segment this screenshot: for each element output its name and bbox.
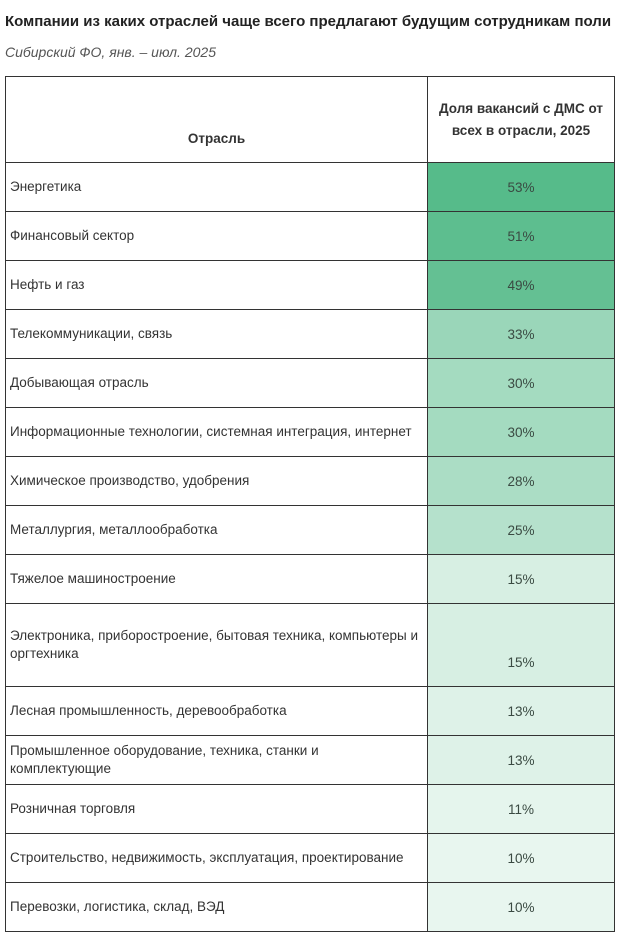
- column-header-industry[interactable]: Отрасль: [6, 77, 428, 163]
- table-row: [6, 555, 615, 604]
- industry-cell: Промышленное оборудование, техника, станки и комплектующие: [6, 736, 428, 785]
- chart-title: Компании из каких отраслей чаще всего предлагают будущим сотрудникам поли: [5, 13, 612, 30]
- share-cell: 15%: [428, 555, 615, 604]
- industry-cell: Лесная промышленность, деревообработка: [6, 687, 428, 736]
- table-row: [6, 163, 615, 212]
- table-row: [6, 604, 615, 687]
- table-row: [6, 785, 615, 834]
- industry-cell: Строительство, недвижимость, эксплуатация, проектирование: [6, 834, 428, 883]
- industry-cell: Добывающая отрасль: [6, 359, 428, 408]
- table-row: [6, 359, 615, 408]
- share-cell: 28%: [428, 457, 615, 506]
- column-header-share[interactable]: Доля вакансий с ДМС от всех в отрасли, 2025: [428, 77, 615, 163]
- table-row: [6, 261, 615, 310]
- table-row: [6, 310, 615, 359]
- share-cell: 13%: [428, 736, 615, 785]
- header-row: [6, 77, 615, 163]
- table-row: [6, 834, 615, 883]
- table-row: [6, 883, 615, 932]
- industry-cell: Телекоммуникации, связь: [6, 310, 428, 359]
- chart-subtitle: Сибирский ФО, янв. – июл. 2025: [5, 44, 216, 60]
- table-row: [6, 687, 615, 736]
- industry-cell: Тяжелое машиностроение: [6, 555, 428, 604]
- industry-cell: Перевозки, логистика, склад, ВЭД: [6, 883, 428, 932]
- share-cell: 15%: [428, 604, 615, 687]
- share-cell: 53%: [428, 163, 615, 212]
- table-row: [6, 457, 615, 506]
- share-cell: 30%: [428, 408, 615, 457]
- industry-cell: Финансовый сектор: [6, 212, 428, 261]
- share-cell: 33%: [428, 310, 615, 359]
- share-cell: 49%: [428, 261, 615, 310]
- industry-cell: Информационные технологии, системная интеграция, интернет: [6, 408, 428, 457]
- table-row: [6, 506, 615, 555]
- data-table: [5, 76, 615, 932]
- industry-cell: Энергетика: [6, 163, 428, 212]
- table-row: [6, 736, 615, 785]
- share-cell: 13%: [428, 687, 615, 736]
- industry-cell: Химическое производство, удобрения: [6, 457, 428, 506]
- share-cell: 30%: [428, 359, 615, 408]
- share-cell: 25%: [428, 506, 615, 555]
- table-row: [6, 212, 615, 261]
- industry-cell: Нефть и газ: [6, 261, 428, 310]
- industry-cell: Розничная торговля: [6, 785, 428, 834]
- share-cell: 11%: [428, 785, 615, 834]
- industry-cell: Металлургия, металлообработка: [6, 506, 428, 555]
- table-row: [6, 408, 615, 457]
- share-cell: 10%: [428, 883, 615, 932]
- industry-cell: Электроника, приборостроение, бытовая техника, компьютеры и оргтехника: [6, 604, 428, 687]
- share-cell: 51%: [428, 212, 615, 261]
- share-cell: 10%: [428, 834, 615, 883]
